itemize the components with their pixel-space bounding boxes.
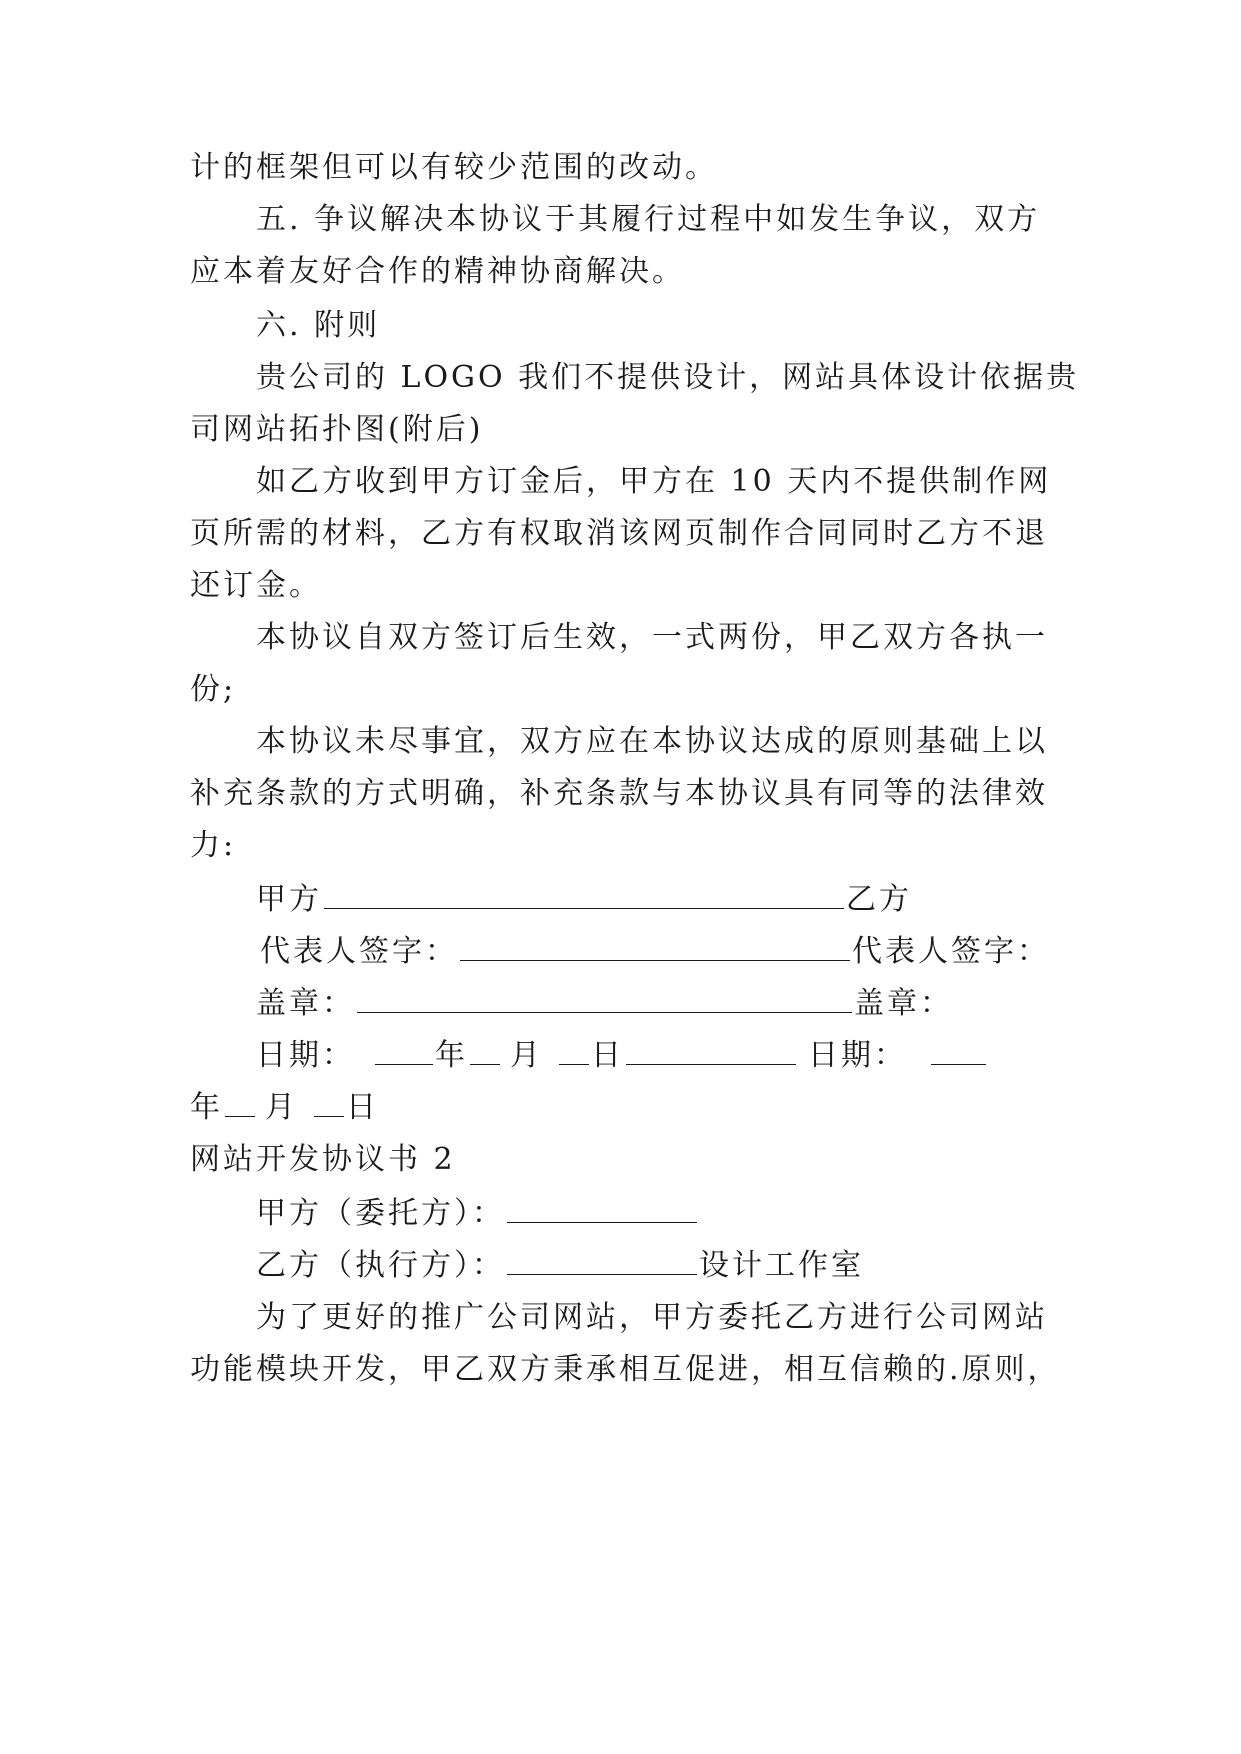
second-party-a-row	[256, 1194, 699, 1234]
year-b-label: 年	[190, 1090, 223, 1125]
signature-seal-row	[256, 984, 953, 1024]
paragraph-line: 司网站拓扑图(附后)	[190, 412, 484, 447]
date-b-label: 日期：	[808, 1038, 907, 1073]
paragraph-line: 如乙方收到甲方订金后，甲方在 10 天内不提供制作网	[256, 464, 1052, 499]
paragraph-line: 功能模块开发，甲乙双方秉承相互促进，相互信赖的.原则，	[190, 1352, 1061, 1387]
paragraph-line: 还订金。	[190, 568, 322, 603]
second-contract-title: 网站开发协议书 2	[190, 1142, 456, 1177]
date-a-label: 日期：	[256, 1038, 355, 1073]
dispute-clause-heading: 五. 争议解决本协议于其履行过程中如发生争议，双方	[256, 202, 1041, 237]
day-b-label: 日	[346, 1090, 379, 1125]
paragraph-line: 本协议自双方签订后生效，一式两份，甲乙双方各执一	[256, 620, 1048, 655]
party-b-label: 乙方	[846, 882, 912, 917]
seal-b-label: 盖章：	[854, 986, 953, 1021]
day-label: 日	[591, 1038, 624, 1073]
paragraph-line: 本协议未尽事宜，双方应在本协议达成的原则基础上以	[256, 724, 1048, 759]
second-party-b-suffix: 设计工作室	[699, 1248, 864, 1283]
paragraph-line: 份;	[190, 672, 237, 707]
paragraph-line: 应本着友好合作的精神协商解决。	[190, 254, 685, 289]
date-trailing-blank	[626, 1038, 796, 1065]
seal-a-label: 盖章：	[256, 986, 355, 1021]
year-label: 年	[435, 1038, 468, 1073]
second-party-b-row	[256, 1246, 864, 1286]
month-blank	[470, 1038, 500, 1065]
paragraph-line: 贵公司的 LOGO 我们不提供设计，网站具体设计依据贵	[256, 360, 1080, 395]
year-blank	[375, 1038, 433, 1065]
paragraph-line: 补充条款的方式明确，补充条款与本协议具有同等的法律效	[190, 776, 1048, 811]
party-a-label: 甲方	[256, 882, 322, 917]
second-party-b-label: 乙方（执行方）：	[256, 1248, 505, 1283]
day-b-blank	[314, 1090, 344, 1117]
signature-date-row	[256, 1036, 988, 1076]
month-b-label: 月	[265, 1090, 298, 1125]
paragraph-line: 页所需的材料，乙方有权取消该网页制作合同同时乙方不退	[190, 516, 1048, 551]
second-party-a-blank	[507, 1196, 697, 1223]
day-blank	[559, 1038, 589, 1065]
rep-a-blank	[460, 934, 850, 961]
paragraph-line: 力:	[190, 828, 237, 863]
month-label: 月	[510, 1038, 543, 1073]
year-b-blank	[931, 1038, 986, 1065]
party-a-blank	[324, 882, 844, 909]
rep-b-label: 代表人签字：	[852, 934, 1050, 969]
signature-party-row	[256, 880, 912, 920]
second-party-a-label: 甲方（委托方）：	[256, 1196, 505, 1231]
seal-a-blank	[357, 986, 852, 1013]
paragraph-line: 为了更好的推广公司网站，甲方委托乙方进行公司网站	[256, 1300, 1048, 1335]
supplementary-heading: 六. 附则	[256, 308, 381, 343]
month-b-blank	[225, 1090, 255, 1117]
second-party-b-blank	[507, 1248, 697, 1275]
rep-a-label: 代表人签字：	[260, 934, 458, 969]
signature-rep-row	[260, 932, 1050, 972]
paragraph-line: 计的框架但可以有较少范围的改动。	[190, 150, 718, 185]
signature-date-row-continued	[190, 1088, 379, 1128]
